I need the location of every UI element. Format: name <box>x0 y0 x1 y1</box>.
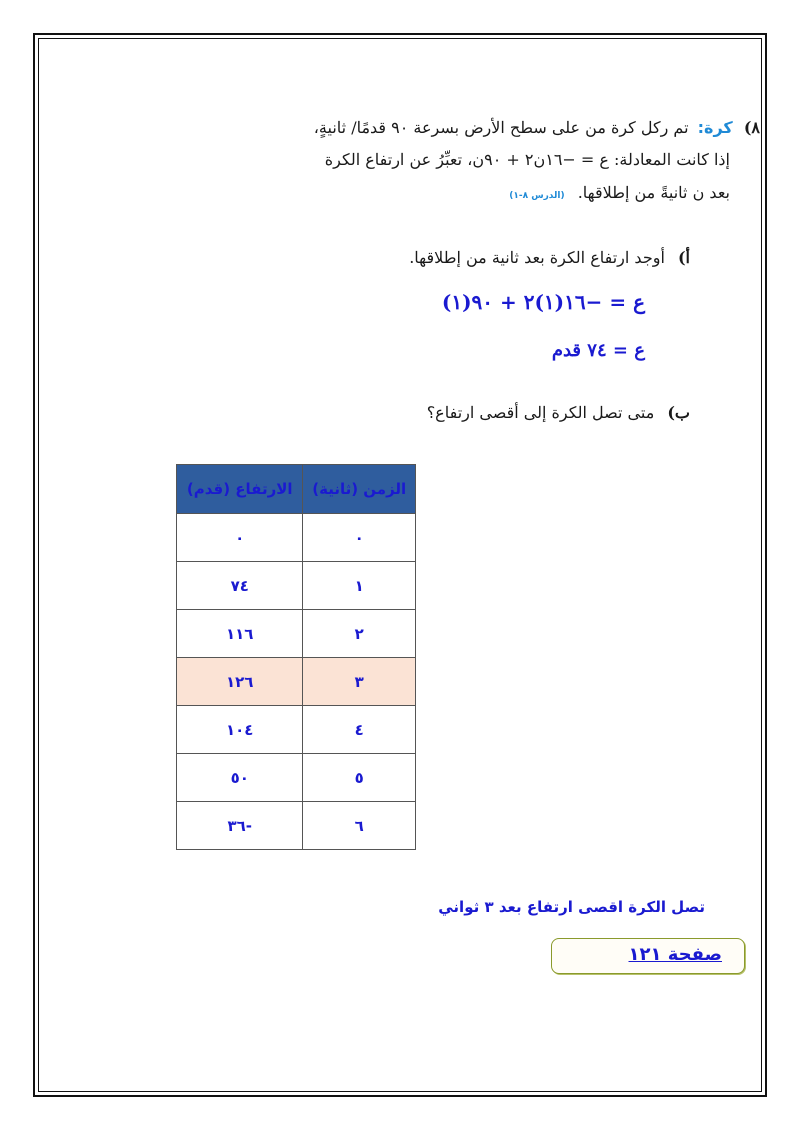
question-number: ٨) <box>743 118 760 137</box>
question-line-3 <box>509 183 730 202</box>
question-label: كرة: <box>697 118 733 137</box>
cell-height: ١٢٦ <box>177 658 303 706</box>
question-line-1 <box>314 118 760 137</box>
question-text-3: بعد ن ثانيةً من إطلاقها. <box>577 183 730 202</box>
cell-time: ٥ <box>303 754 416 802</box>
answer-text: تصل الكرة اقصى ارتفاع بعد ٣ ثواني <box>438 898 705 916</box>
part-a-text: أوجد ارتفاع الكرة بعد ثانية من إطلاقها. <box>409 248 665 267</box>
question-line-2 <box>325 150 730 169</box>
part-a-prompt <box>409 248 690 267</box>
cell-time: ٤ <box>303 706 416 754</box>
table-header-row <box>177 465 416 514</box>
table-row <box>177 802 416 850</box>
header-height: الارتفاع (قدم) <box>177 465 303 514</box>
cell-height: ١١٦ <box>177 610 303 658</box>
cell-height: -٣٦ <box>177 802 303 850</box>
header-time: الزمن (ثانية) <box>303 465 416 514</box>
page-number-badge <box>551 938 745 974</box>
cell-height: ٧٤ <box>177 562 303 610</box>
table-row <box>177 610 416 658</box>
cell-height: ٥٠ <box>177 754 303 802</box>
table-row <box>177 754 416 802</box>
part-a-equation: ع = −١٦(١)٢ + ٩٠(١) <box>441 290 645 314</box>
question-text-1: تم ركل كرة من على سطح الأرض بسرعة ٩٠ قدمًا/ ثانيةٍ، <box>313 118 689 137</box>
cell-height: ١٠٤ <box>177 706 303 754</box>
table-row <box>177 706 416 754</box>
table-row <box>177 514 416 562</box>
question-text-2: إذا كانت المعادلة: ع = −١٦ن٢ + ٩٠ن، تعبِّرُ عن ارتفاع الكرة <box>324 150 730 169</box>
cell-time: ٣ <box>303 658 416 706</box>
part-a-letter: أ) <box>677 248 690 267</box>
page-number-label: صفحة ١٢١ <box>628 944 722 965</box>
cell-time: ٦ <box>303 802 416 850</box>
time-height-table <box>176 464 416 850</box>
cell-height: ٠ <box>177 514 303 562</box>
lesson-reference: (الدرس ٨-١) <box>509 191 565 201</box>
cell-time: ١ <box>303 562 416 610</box>
table-row <box>177 562 416 610</box>
table-row-highlighted <box>177 658 416 706</box>
part-b-prompt <box>427 403 690 422</box>
part-b-text: متى تصل الكرة إلى أقصى ارتفاع؟ <box>426 403 655 422</box>
cell-time: ٠ <box>303 514 416 562</box>
part-b-letter: ب) <box>667 403 690 422</box>
part-a-result: ع = ٧٤ قدم <box>551 340 645 361</box>
cell-time: ٢ <box>303 610 416 658</box>
